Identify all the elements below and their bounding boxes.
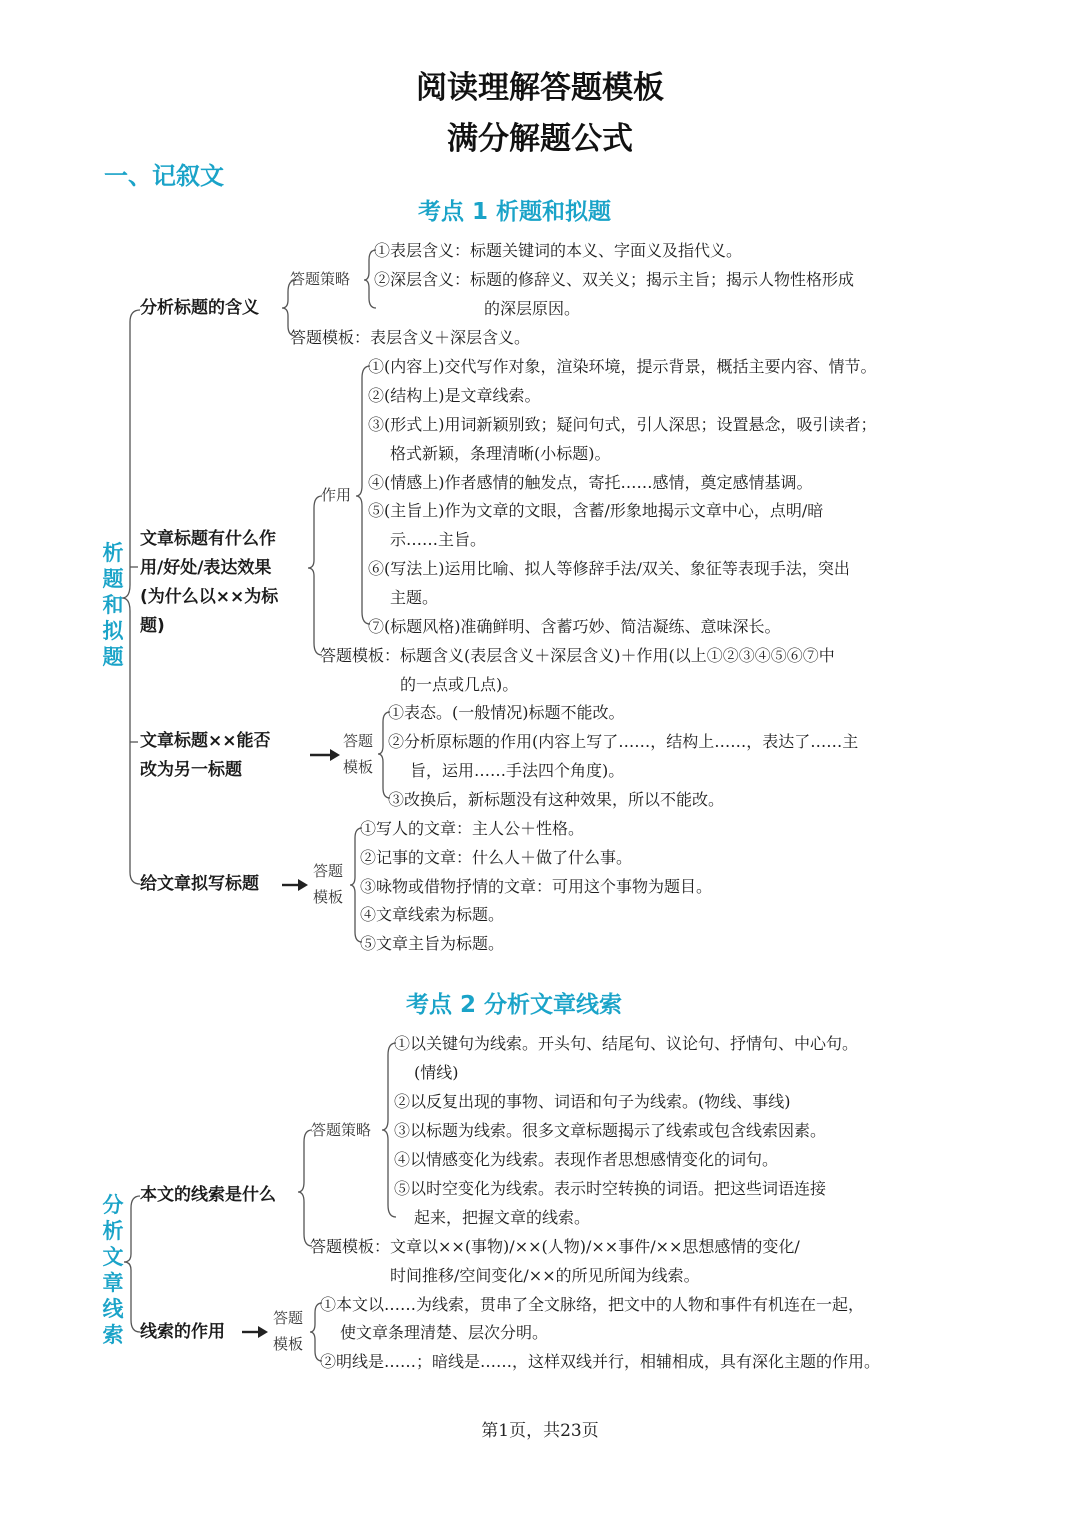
template-line: 答题模板：表层含义＋深层含义。: [290, 328, 531, 347]
line: (情线): [414, 1063, 459, 1082]
line: ⑤(主旨上)作为文章的文眼，含蓄/形象地揭示文章中心，点明/暗: [368, 501, 824, 520]
topic-label: 线索的作用: [140, 1322, 225, 1342]
line: 的深层原因。: [484, 299, 581, 318]
topic-label: 分析标题的含义: [140, 298, 259, 318]
line: 示……主旨。: [390, 530, 487, 549]
line: ②记事的文章：什么人＋做了什么事。: [360, 848, 633, 867]
line: ③咏物或借物抒情的文章：可用这个事物为题目。: [360, 877, 713, 896]
line: ⑥(写法上)运用比喻、拟人等修辞手法/双关、象征等表现手法，突出: [368, 559, 850, 578]
topic-label: 本文的线索是什么: [140, 1185, 276, 1205]
template-label: 模板: [273, 1335, 304, 1353]
template-label: 模板: [313, 888, 344, 906]
page-title: 阅读理解答题模板: [416, 70, 664, 106]
template-label: 答题: [343, 732, 374, 750]
template-label: 答题: [273, 1309, 304, 1327]
line: ⑤文章主旨为标题。: [360, 934, 505, 953]
topic-label: 给文章拟写标题: [140, 874, 259, 894]
line: ②以反复出现的事物、词语和句子为线索。(物线、事线): [394, 1092, 791, 1111]
line: ③改换后，新标题没有这种效果，所以不能改。: [388, 790, 725, 809]
line: ④文章线索为标题。: [360, 905, 505, 924]
line: ②深层含义：标题的修辞义、双关义；揭示主旨；揭示人物性格形成: [374, 270, 855, 289]
line: 格式新颖，条理清晰(小标题)。: [390, 444, 611, 463]
topic-label: (为什么以××为标: [140, 587, 279, 607]
topic-label: 题): [140, 616, 165, 636]
topic-label: 用/好处/表达效果: [140, 558, 272, 578]
line: ③以标题为线索。很多文章标题揭示了线索或包含线索因素。: [394, 1121, 827, 1140]
line: 使文章条理清楚、层次分明。: [340, 1323, 549, 1342]
template-line: 答题模板：标题含义(表层含义＋深层含义)＋作用(以上①②③④⑤⑥⑦中: [320, 646, 835, 665]
line: ①以关键句为线索。开头句、结尾句、议论句、抒情句、中心句。: [394, 1034, 859, 1053]
line: ①本文以……为线索，贯串了全文脉络，把文中的人物和事件有机连在一起，: [320, 1295, 865, 1314]
kaodian1-title: 考点 1 析题和拟题: [418, 199, 612, 225]
line: 旨，运用……手法四个角度)。: [410, 761, 625, 780]
line: ①(内容上)交代写作对象，渲染环境，提示背景，概括主要内容、情节。: [368, 357, 877, 376]
template-label: 答题: [313, 862, 344, 880]
line: ②(结构上)是文章线索。: [368, 386, 541, 405]
line: ③(形式上)用词新颖别致；疑问句式，引人深思；设置悬念，吸引读者；: [368, 415, 877, 434]
strategy-label: 答题策略: [311, 1121, 372, 1139]
kaodian1-side-label: 析题和拟题: [102, 541, 124, 669]
template-line: 时间推移/空间变化/××的所见所闻为线索。: [390, 1266, 700, 1285]
line: 起来，把握文章的线索。: [414, 1208, 591, 1227]
line: ②明线是……；暗线是……，这样双线并行，相辅相成，具有深化主题的作用。: [320, 1352, 881, 1371]
topic-label: 文章标题××能否: [140, 731, 271, 751]
template-line: 答题模板：文章以××(事物)/××(人物)/××事件/××思想感情的变化/: [310, 1237, 800, 1256]
topic-label: 文章标题有什么作: [140, 529, 276, 549]
strategy-label: 答题策略: [290, 270, 351, 288]
kaodian2-side-label: 分析文章线索: [102, 1193, 124, 1347]
line: ②分析原标题的作用(内容上写了……，结构上……，表达了……主: [388, 732, 859, 751]
use-label: 作用: [321, 486, 352, 504]
template-line: 的一点或几点)。: [400, 675, 519, 694]
line: ④以情感变化为线索。表现作者思想感情变化的词句。: [394, 1150, 779, 1169]
line: 主题。: [390, 588, 439, 607]
page-subtitle: 满分解题公式: [447, 121, 633, 157]
topic-label: 改为另一标题: [140, 760, 242, 780]
kaodian2-title: 考点 2 分析文章线索: [406, 992, 623, 1018]
page-number: 第1页，共23页: [481, 1421, 599, 1441]
line: ⑤以时空变化为线索。表示时空转换的词语。把这些词语连接: [394, 1179, 827, 1198]
line: ④(情感上)作者感情的触发点，寄托……感情，奠定感情基调。: [368, 473, 813, 492]
line: ①表态。(一般情况)标题不能改。: [388, 703, 625, 722]
line: ⑦(标题风格)准确鲜明、含蓄巧妙、简洁凝练、意味深长。: [368, 617, 781, 636]
section-heading: 一、记叙文: [104, 162, 224, 190]
line: ①写人的文章：主人公＋性格。: [360, 819, 585, 838]
template-label: 模板: [343, 758, 374, 776]
line: ①表层含义：标题关键词的本义、字面义及指代义。: [374, 241, 743, 260]
